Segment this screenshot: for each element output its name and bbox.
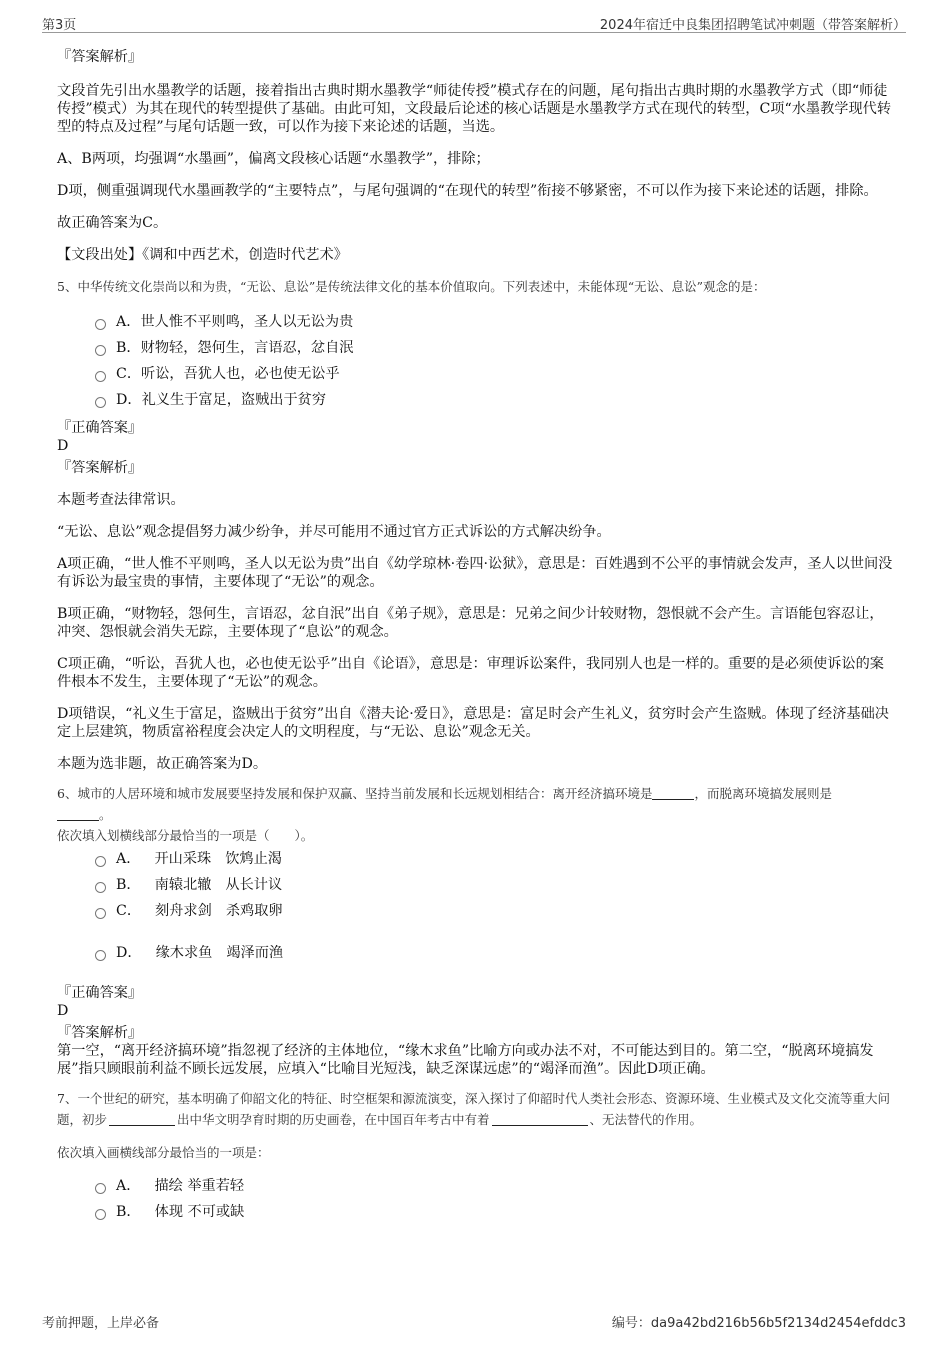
correct-answer: D [57, 1003, 69, 1019]
analysis-paragraph: D项，侧重强调现代水墨画教学的“主要特点”，与尾句强调的“在现代的转型”衔接不够紧密，不可以作为接下来论述的话题，排除。 [57, 183, 878, 199]
analysis-paragraph: A项正确，“世人惟不平则鸣，圣人以无讼为贵”出自《幼学琼林·卷四·讼狱》，意思是：百姓遇到不公平的事情就会发声，圣人以世间没有诉讼为最宝贵的事情，主要体现了“无讼”的观念。 [57, 556, 893, 590]
question-stem: 5、中华传统文化崇尚以和为贵，“无讼、息讼”是传统法律文化的基本价值取向。下列表述中，未能体现“无讼、息讼”观念的是： [57, 279, 766, 294]
option-d[interactable]: D． 礼义生于富足，盗贼出于贫穷 [95, 387, 893, 413]
conclusion: 本题为选非题，故正确答案为D。 [57, 756, 268, 772]
radio-icon[interactable] [95, 345, 106, 356]
option-a[interactable]: A． 世人惟不平则鸣，圣人以无讼为贵 [95, 309, 893, 335]
fill-blank [109, 1111, 175, 1126]
question-stem: 7、一个世纪的研究，基本明确了仰韶文化的特征、时空框架和源流演变，深入探讨了仰韶时代人类社会形态、资源环境、生业模式及文化交流等重大问题，初步 出中华文明孕育时期的历史画卷，在中国百年考古中有着 、无法替代的作用。 [57, 1091, 890, 1127]
radio-icon[interactable] [95, 319, 106, 330]
radio-icon[interactable] [95, 1183, 106, 1194]
radio-icon[interactable] [95, 882, 106, 893]
option-c[interactable]: C． 刻舟求剑 杀鸡取卵 [95, 898, 893, 924]
analysis-paragraph: D项错误，“礼义生于富足，盗贼出于贫穷”出自《潜夫论·爱日》，意思是：富足时会产生礼义，贫穷时会产生盗贼。体现了经济基础决定上层建筑，物质富裕程度会决定人的文明程度，与“无讼、息讼”观念无关。 [57, 706, 889, 740]
answer-analysis-label: 『答案解析』 [57, 460, 143, 476]
option-a[interactable]: A． 开山采珠 饮鸩止渴 [95, 846, 893, 872]
radio-icon[interactable] [95, 1209, 106, 1220]
question-instruction: 依次填入划横线部分最恰当的一项是（ ）。 [57, 828, 314, 843]
option-list [57, 309, 893, 413]
analysis-paragraph: 本题考查法律常识。 [57, 492, 185, 508]
document-code: 编号：da9a42bd216b56b5f2134d2454efddc3 [611, 1316, 906, 1331]
page-header [42, 8, 906, 33]
fill-blank [57, 806, 99, 821]
correct-answer-label: 『正确答案』 [57, 985, 143, 1001]
conclusion: 故正确答案为C。 [57, 215, 168, 231]
question-instruction: 依次填入画横线部分最恰当的一项是： [57, 1145, 270, 1160]
option-list [57, 846, 893, 966]
option-list [57, 1173, 893, 1225]
document-title: 2024年宿迁中良集团招聘笔试冲刺题（带答案解析） [599, 18, 906, 33]
radio-icon[interactable] [95, 950, 106, 961]
analysis-paragraph: B项正确，“财物轻，怨何生，言语忍，忿自泯”出自《弟子规》，意思是：兄弟之间少计较财物，怨恨就不会产生。言语能包容忍让，冲突、怨恨就会消失无踪，主要体现了“息讼”的观念。 [57, 606, 884, 640]
footer-slogan: 考前押题，上岸必备 [42, 1316, 160, 1331]
answer-analysis-label: 『答案解析』 [57, 49, 143, 65]
option-b[interactable]: B． 体现 不可或缺 [95, 1199, 893, 1225]
correct-answer-label: 『正确答案』 [57, 420, 143, 436]
radio-icon[interactable] [95, 371, 106, 382]
page-footer [42, 1312, 906, 1334]
option-a[interactable]: A． 描绘 举重若轻 [95, 1173, 893, 1199]
analysis-paragraph: 第一空，“离开经济搞环境”指忽视了经济的主体地位，“缘木求鱼”比喻方向或办法不对，不可能达到目的。第二空，“脱离环境搞发展”指只顾眼前利益不顾长远发展，应填入“比喻目光短浅，缺乏深谋远虑”的“竭泽而渔”。因此D项正确。 [57, 1043, 874, 1077]
radio-icon[interactable] [95, 856, 106, 867]
analysis-paragraph: 文段首先引出水墨教学的话题，接着指出古典时期水墨教学“师徒传授”模式存在的问题，尾句指出古典时期的水墨教学方式（即“师徒传授”模式）为其在现代的转型提供了基础。由此可知，文段最后论述的核心话题是水墨教学方式在现代的转型，C项“水墨教学现代转型的特点及过程”与尾句话题一致，可以作为接下来论述的话题，当选。 [57, 83, 892, 135]
page-number: 第3页 [42, 18, 77, 33]
analysis-paragraph: C项正确，“听讼，吾犹人也，必也使无讼乎”出自《论语》，意思是：审理诉讼案件，我同别人也是一样的。重要的是必须使诉讼的案件根本不发生，主要体现了“无讼”的观念。 [57, 656, 884, 690]
source-note: 【文段出处】《调和中西艺术，创造时代艺术》 [57, 247, 348, 263]
option-c[interactable]: C． 听讼，吾犹人也，必也使无讼乎 [95, 361, 893, 387]
answer-analysis-label: 『答案解析』 [57, 1025, 143, 1041]
radio-icon[interactable] [95, 908, 106, 919]
option-d[interactable]: D． 缘木求鱼 竭泽而渔 [95, 940, 893, 966]
question-stem: 6、城市的人居环境和城市发展要坚持发展和保护双赢、坚持当前发展和长远规划相结合：离开经济搞环境是 ，而脱离环境搞发展则是 。 [57, 786, 832, 822]
radio-icon[interactable] [95, 397, 106, 408]
analysis-paragraph: “无讼、息讼”观念提倡努力减少纷争，并尽可能用不通过官方正式诉讼的方式解决纷争。 [57, 524, 611, 540]
option-b[interactable]: B． 南辕北辙 从长计议 [95, 872, 893, 898]
option-b[interactable]: B． 财物轻，怨何生，言语忍，忿自泯 [95, 335, 893, 361]
analysis-paragraph: A、B两项，均强调“水墨画”，偏离文段核心话题“水墨教学”，排除； [57, 151, 490, 167]
correct-answer: D [57, 438, 69, 454]
fill-blank [652, 785, 694, 800]
fill-blank [492, 1111, 588, 1126]
content [57, 44, 893, 1225]
